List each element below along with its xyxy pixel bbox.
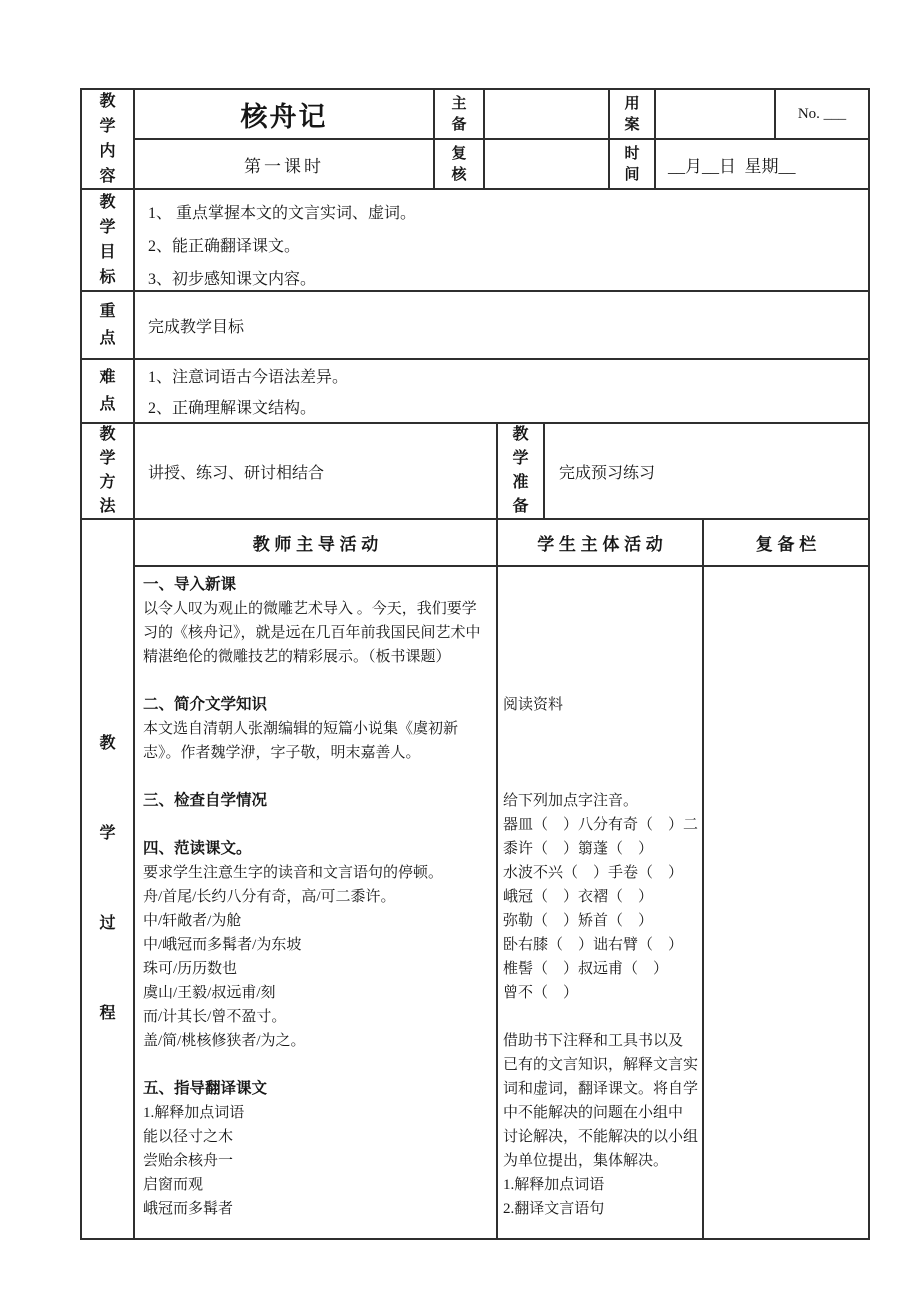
header-row-2 — [135, 140, 868, 188]
process-header-row — [135, 520, 868, 567]
goals-content — [135, 190, 868, 290]
text-line: 1.解释加点词语 — [143, 1105, 245, 1121]
review-value-cell — [485, 140, 610, 188]
time-label: 时间 — [624, 145, 640, 183]
text-line: 词和虚词，翻译课文。将自学 — [503, 1081, 699, 1097]
text-line: 志》。作者魏学洢，字子敬，明末嘉善人。 — [143, 745, 421, 761]
preparation-text: 完成预习练习 — [559, 464, 656, 482]
text-line — [503, 1005, 702, 1029]
text-line: 椎髻（ ）叔远甫（ ） — [503, 961, 669, 977]
preparation-label: 教学准备 — [512, 426, 529, 515]
text-line: 水波不兴（ ）手卷（ ） — [503, 865, 684, 881]
goals-label-cell — [82, 190, 135, 290]
teacher-activity-header: 教 师 主 导 活 动 — [135, 520, 498, 565]
method-label: 教学方法 — [99, 426, 116, 515]
method-label-cell — [82, 424, 135, 518]
text-line: 借助书下注释和工具书以及 — [503, 1033, 684, 1049]
text-line — [143, 813, 496, 837]
primary-prep-label-cell — [435, 90, 485, 138]
header-right-section — [135, 90, 868, 188]
text-line: 曾不（ ） — [503, 985, 579, 1001]
text-line: 讨论解决，不能解决的以小组 — [503, 1129, 699, 1145]
text-line: 中/轩敞者/为舱 — [143, 913, 242, 929]
lesson-period: 第一课时 — [244, 156, 324, 176]
keypoint-label-cell — [82, 292, 135, 358]
text-line: 为单位提出，集体解决。 — [503, 1153, 669, 1169]
difficulty-band — [82, 360, 868, 424]
text-line: 要求学生注意生字的读音和文言语句的停顿。 — [143, 865, 444, 881]
primary-prep-label: 主备 — [451, 95, 467, 133]
text-line: 峨冠（ ）衣褶（ ） — [503, 889, 654, 905]
keypoint-label: 重点 — [99, 303, 116, 347]
text-line: 1、注意词语古今语法差异。 — [148, 369, 349, 386]
text-line: 虞山/王毅/叔远甫/刻 — [143, 985, 276, 1001]
text-line: 启窗而观 — [143, 1177, 204, 1193]
use-plan-value-cell — [656, 90, 776, 138]
text-line: 2.翻译文言语句 — [503, 1201, 605, 1217]
text-line: 2、能正确翻译课文。 — [148, 238, 301, 255]
plan-number-cell — [776, 90, 868, 138]
text-line: 给下列加点字注音。 — [503, 793, 639, 809]
text-line: 1.解释加点词语 — [503, 1177, 605, 1193]
text-line: 3、初步感知课文内容。 — [148, 271, 317, 288]
lesson-title-cell — [135, 90, 435, 138]
text-line — [143, 765, 496, 789]
text-line — [503, 645, 702, 669]
text-line: 二、简介文学知识 — [143, 696, 268, 713]
date-placeholder-cell — [656, 140, 868, 188]
use-plan-label-cell — [610, 90, 656, 138]
method-content — [135, 424, 498, 518]
text-line: 能以径寸之木 — [143, 1129, 234, 1145]
keypoint-content — [135, 292, 868, 358]
goals-label: 教学目标 — [99, 194, 116, 286]
text-line: 以令人叹为观止的微雕艺术导入 。今天，我们要学 — [143, 601, 477, 617]
text-line: 阅读资料 — [503, 697, 564, 713]
process-label-cell — [82, 520, 135, 1238]
text-line — [503, 669, 702, 693]
text-line: 盖/简/桃核修狭者/为之。 — [143, 1033, 306, 1049]
text-line: 尝贻余核舟一 — [143, 1153, 234, 1169]
text-line: 黍许（ ）篛蓬（ ） — [503, 841, 654, 857]
review-label: 复核 — [451, 145, 467, 183]
preparation-content — [545, 424, 868, 518]
text-line: 峨冠而多髯者 — [143, 1201, 234, 1217]
text-line: 本文选自清朝人张潮编辑的短篇小说集《虞初新 — [143, 721, 459, 737]
text-line: 而/计其长/曾不盈寸。 — [143, 1009, 287, 1025]
date-placeholder: __月__日 星期__ — [668, 156, 796, 176]
remark-column-content — [704, 567, 868, 1238]
text-line — [503, 765, 702, 789]
lesson-title: 核舟记 — [240, 101, 328, 132]
text-line: 一、导入新课 — [143, 576, 237, 593]
review-label-cell — [435, 140, 485, 188]
header-row-1 — [135, 90, 868, 140]
text-line: 舟/首尾/长约八分有奇，高/可二黍许。 — [143, 889, 396, 905]
text-line: 弥勒（ ）矫首（ ） — [503, 913, 654, 929]
text-line: 三、检查自学情况 — [143, 792, 268, 809]
header-content-label-cell — [82, 90, 135, 188]
difficulty-content — [135, 360, 868, 422]
text-line: 2、正确理解课文结构。 — [148, 400, 317, 417]
keypoint-text: 完成教学目标 — [148, 318, 245, 336]
lesson-plan-table — [80, 88, 870, 1240]
lesson-period-cell — [135, 140, 435, 188]
keypoint-band — [82, 292, 868, 360]
text-line: 习的《核舟记》，就是远在几百年前我国民间艺术中 — [143, 625, 481, 641]
use-plan-label: 用案 — [624, 95, 640, 133]
text-line: 精湛绝伦的微雕技艺的精彩展示。（板书课题） — [143, 649, 451, 665]
process-right-section — [135, 520, 868, 1238]
text-line — [503, 741, 702, 765]
remark-column-header: 复 备 栏 — [755, 535, 817, 554]
process-body-row — [135, 567, 868, 1238]
text-line: 珠可/历历数也 — [143, 961, 238, 977]
student-activity-content — [498, 567, 704, 1238]
header-content-label: 教学内容 — [99, 93, 116, 185]
text-line: 五、指导翻译课文 — [143, 1080, 268, 1097]
text-line — [503, 621, 702, 645]
process-band — [82, 520, 868, 1238]
header-band — [82, 90, 868, 190]
plan-number-placeholder: No. ___ — [797, 105, 847, 122]
text-line: 已有的文言知识，解释文言实 — [503, 1057, 699, 1073]
text-line — [143, 1053, 496, 1077]
text-line: 卧右膝（ ）诎右臂（ ） — [503, 937, 684, 953]
text-line — [503, 573, 702, 597]
text-line: 中不能解决的问题在小组中 — [503, 1105, 684, 1121]
difficulty-label-cell — [82, 360, 135, 422]
primary-prep-value-cell — [485, 90, 610, 138]
text-line — [503, 717, 702, 741]
goals-band — [82, 190, 868, 292]
teacher-activity-content — [135, 567, 498, 1238]
preparation-label-cell — [498, 424, 545, 518]
text-line: 四、范读课文。 — [143, 840, 252, 857]
text-line: 1、 重点掌握本文的文言实词、虚词。 — [148, 205, 417, 222]
method-text: 讲授、练习、研讨相结合 — [148, 464, 325, 482]
process-label: 教学过程 — [99, 735, 116, 1022]
text-line — [503, 597, 702, 621]
text-line: 器皿（ ）八分有奇（ ）二 — [503, 817, 699, 833]
text-line — [143, 669, 496, 693]
method-band — [82, 424, 868, 520]
difficulty-label: 难点 — [99, 369, 116, 413]
student-activity-header: 学 生 主 体 活 动 — [498, 520, 704, 565]
text-line: 中/峨冠而多髯者/为东坡 — [143, 937, 302, 953]
time-label-cell — [610, 140, 656, 188]
